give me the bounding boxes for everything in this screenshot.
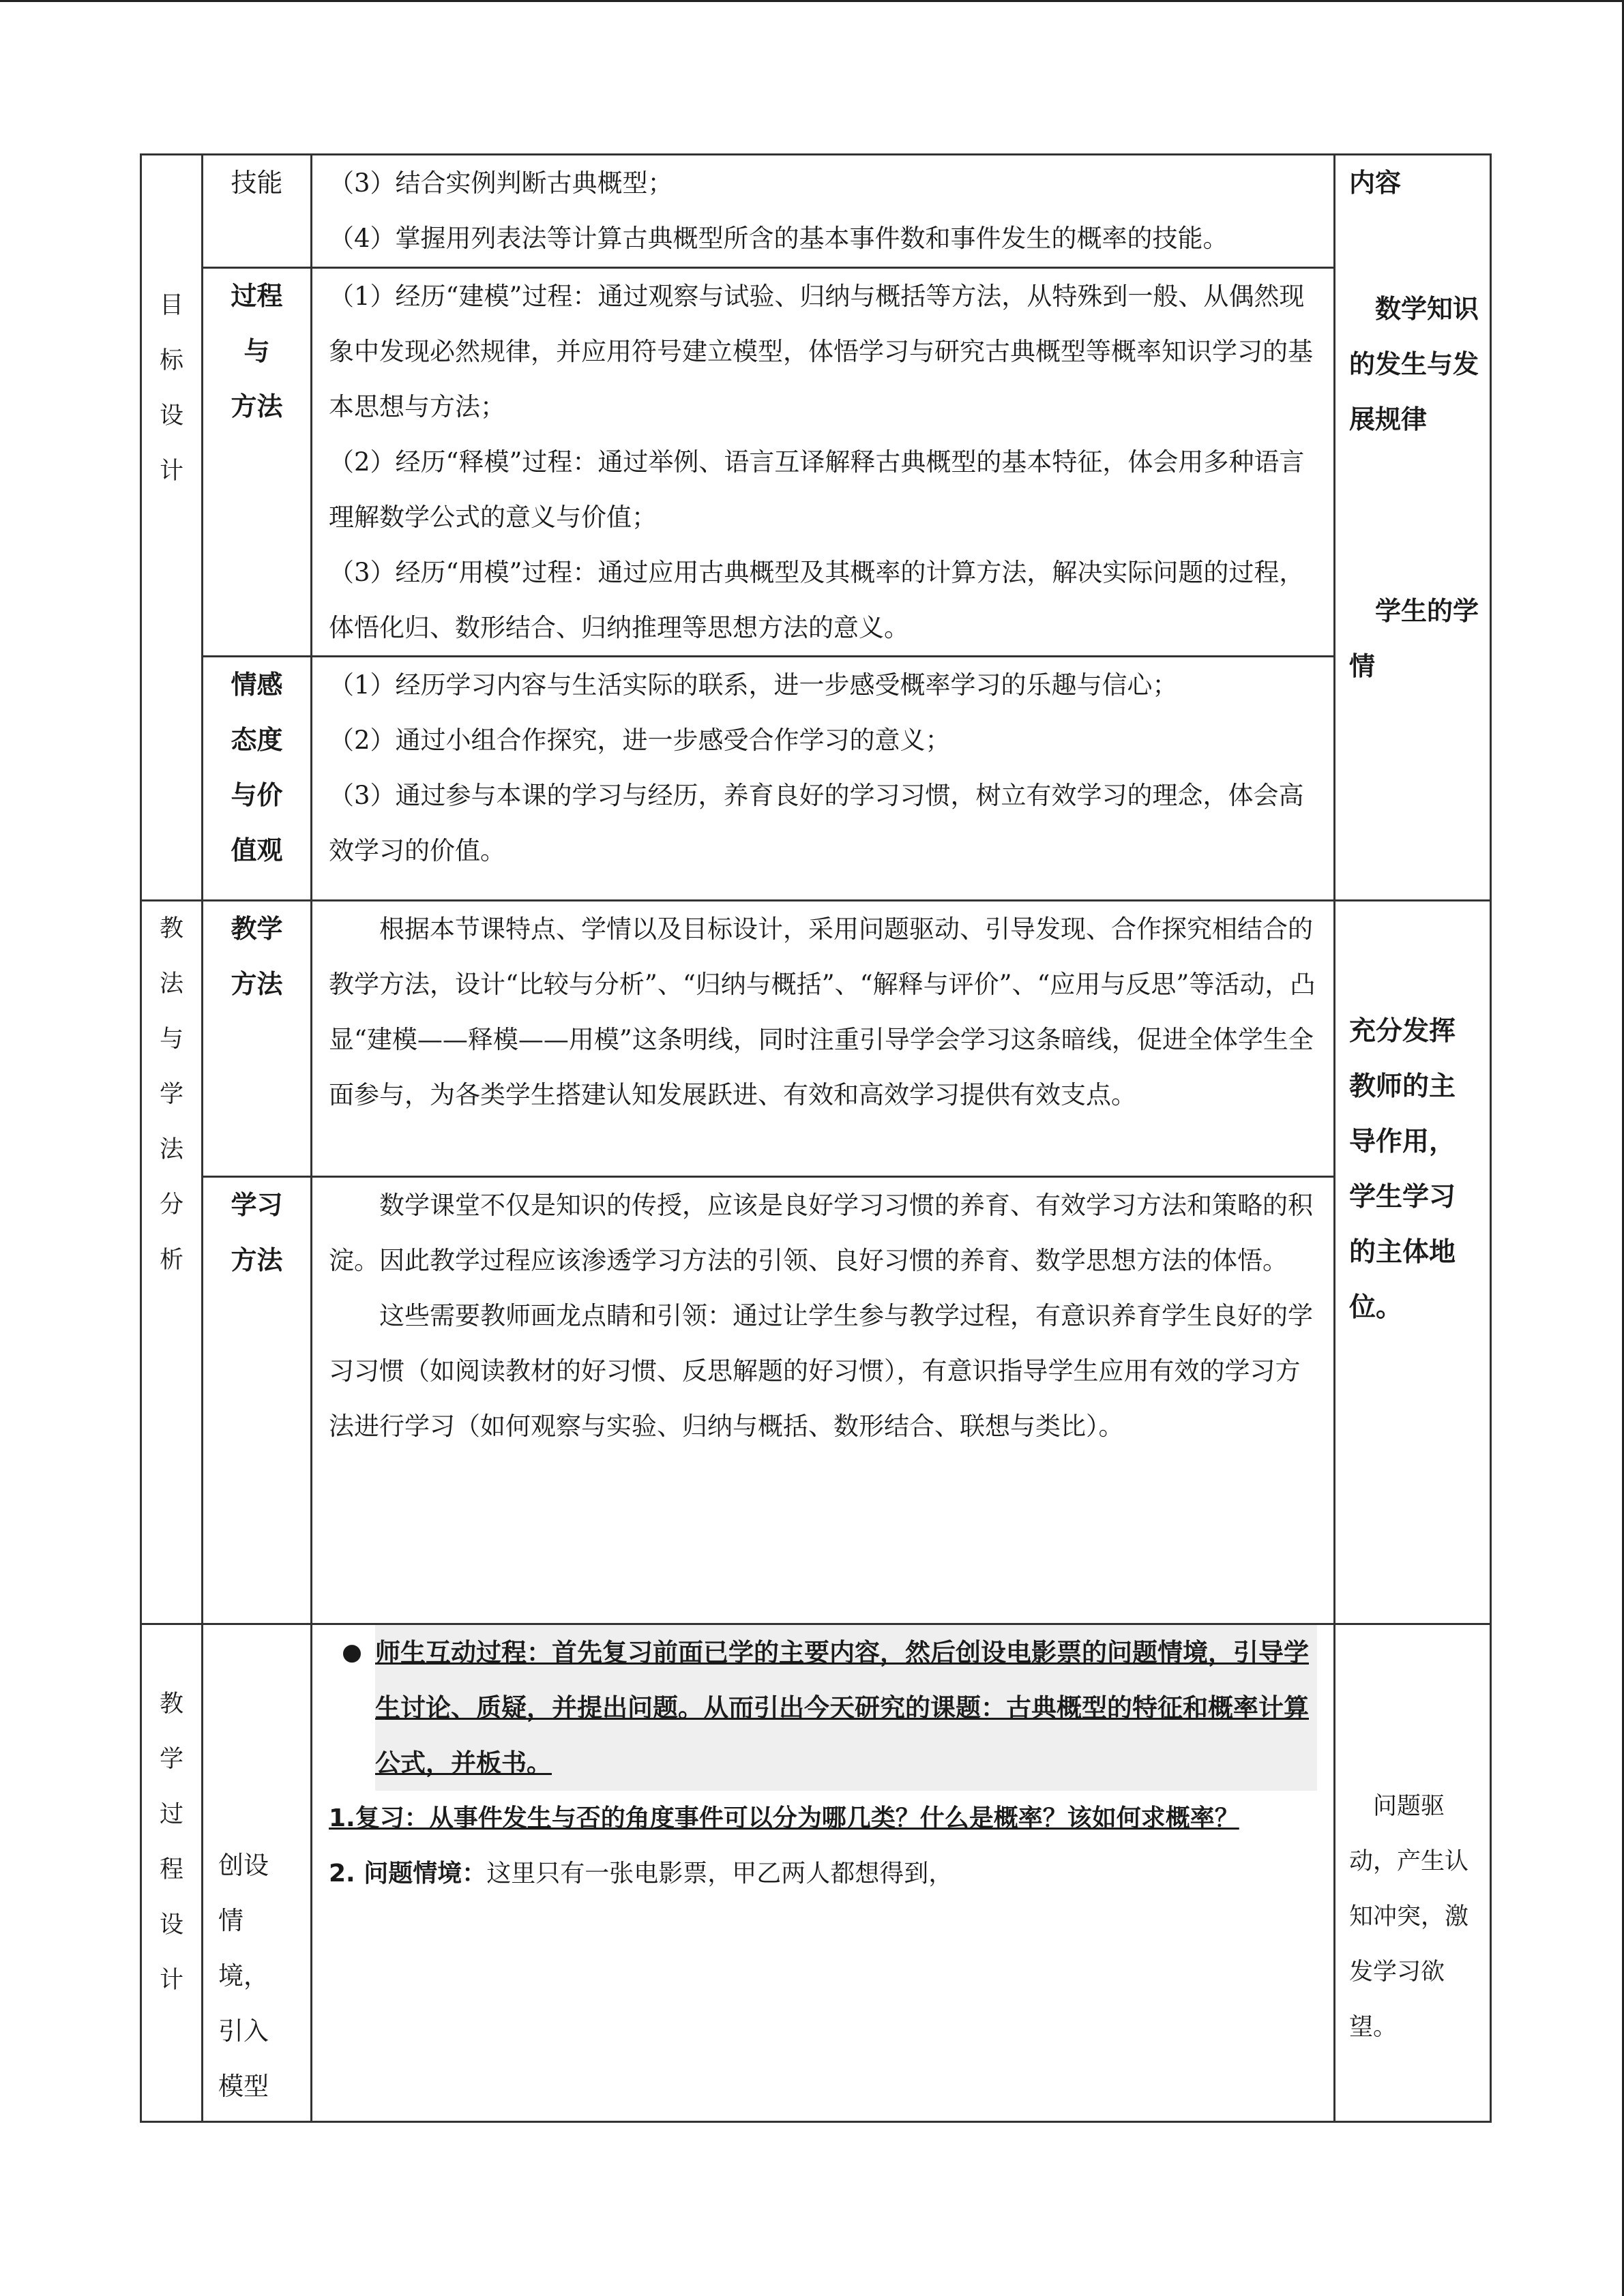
process-section-label: 教 学 过 程 设 计 [159,1690,183,1994]
process-method-label-cell [203,268,312,657]
process-content-cell [312,1624,1335,2122]
interaction-text: 师生互动过程：首先复习前面已学的主要内容，然后创设电影票的问题情境，引导学生讨论、质疑，并提出问题。从而引出今天研究的课题：古典概型的特征和概率计算公式，并板书。 [375,1625,1317,1791]
process-line-2: （2）经历“释模”过程：通过举例、语言互译解释古典概型的基本特征，体会用多种语言理解数学公式的意义与价值； [329,447,1305,532]
process-line-1: （1）经历“建模”过程：通过观察与试验、归纳与概括等方法，从特殊到一般、从偶然现象中发现必然规律，并应用符号建立模型，体悟学习与研究古典概型等概率知识学习的基本思想与方法； [329,282,1313,421]
process-section-cell [141,1624,203,2122]
stage-label-cell [203,1624,312,2122]
note-content: 内容 [1349,168,1402,198]
teach-method-label-cell [203,901,312,1177]
skill-label: 技能 [231,168,283,198]
review-question: 1.复习：从事件发生与否的角度事件可以分为哪几类？什么是概率？该如何求概率？ [329,1804,1239,1832]
note-math-knowledge: 数学知识的发生与发展规律 [1349,294,1479,434]
learn-method-content-cell [312,1177,1335,1624]
process-method-content-cell [312,268,1335,657]
bullet-icon: ● [342,1639,362,1666]
learn-method-para-2: 这些需要教师画龙点睛和引领：通过让学生参与教学过程，有意识养育学生良好的学习习惯（如阅读教材的好习惯、反思解题的好习惯），有意识指导学生应用有效的学习方法进行学习（如何观察与实验、归纳与概括、数形结合、联想与类比）。 [329,1301,1313,1441]
teach-method-content-cell [312,901,1335,1177]
learn-method-para-1: 数学课堂不仅是知识的传授，应该是良好学习习惯的养育、有效学习方法和策略的积淀。因此教学过程应该渗透学习方法的引领、良好习惯的养育、数学思想方法的体悟。 [329,1191,1313,1275]
emotion-line-3: （3）通过参与本课的学习与经历，养育良好的学习习惯，树立有效学习的理念，体会高效学习的价值。 [329,781,1304,865]
note-teacher-role: 充分发挥教师的主导作用，学生学习的主体地位。 [1349,1016,1456,1323]
situation-line: 2. 问题情境：这里只有一张电影票，甲乙两人都想得到， [329,1860,954,1888]
emotion-label: 情感 态度 与价 值观 [231,670,283,865]
note-student-situation: 学生的学情 [1349,596,1479,681]
goal-note-cell [1335,155,1491,901]
process-method-label: 过程 与 方法 [231,281,283,421]
emotion-line-2: （2）通过小组合作探究，进一步感受合作学习的意义； [329,726,951,755]
method-note-cell [1335,901,1491,1624]
emotion-line-1: （1）经历学习内容与生活实际的联系，进一步感受概率学习的乐趣与信心； [329,670,1178,700]
method-section-cell [141,901,203,1624]
stage-label: 创设 情 境， 引入 模型 [218,1851,269,2101]
process-method-content [312,269,1333,655]
learn-method-content [312,1178,1333,1454]
skill-content-cell [312,155,1335,268]
page-top-border [0,0,1624,2]
goal-section-label: 目 标 设 计 [159,292,183,485]
process-note-cell [1335,1624,1491,2122]
skill-content [312,155,1333,266]
emotion-content [312,657,1333,878]
emotion-content-cell [312,657,1335,901]
method-section-label: 教 法 与 学 法 分 析 [159,915,183,1274]
teach-method-content: 根据本节课特点、学情以及目标设计，采用问题驱动、引导发现、合作探究相结合的教学方法，设计“比较与分析”、“归纳与概括”、“解释与评价”、“应用与反思”等活动，凸显“建模——释模——用模”这条明线，同时注重引导学会学习这条暗线，促进全体学生全面参与，为各类学生搭建认知发展跃进、有效和高效学习提供有效支点。 [329,914,1316,1109]
learn-method-label: 学习 方法 [231,1190,283,1275]
skill-line-3: （3）结合实例判断古典概型； [329,168,673,198]
goal-section-cell [141,155,203,901]
skill-line-4: （4）掌握用列表法等计算古典概型所含的基本事件数和事件发生的概率的技能。 [329,224,1228,253]
teach-method-label: 教学 方法 [231,914,283,999]
learn-method-label-cell [203,1177,312,1624]
process-content [312,1625,1333,1901]
lesson-plan-table [140,153,1492,2123]
interaction-item [329,1625,1317,1791]
process-line-3: （3）经历“用模”过程：通过应用古典概型及其概率的计算方法，解决实际问题的过程，体悟化归、数形结合、归纳推理等思想方法的意义。 [329,558,1305,642]
emotion-label-cell [203,657,312,901]
note-problem-driven: 问题驱动，产生认知冲突，激发学习欲望。 [1349,1793,1469,2041]
skill-label-cell [203,155,312,268]
